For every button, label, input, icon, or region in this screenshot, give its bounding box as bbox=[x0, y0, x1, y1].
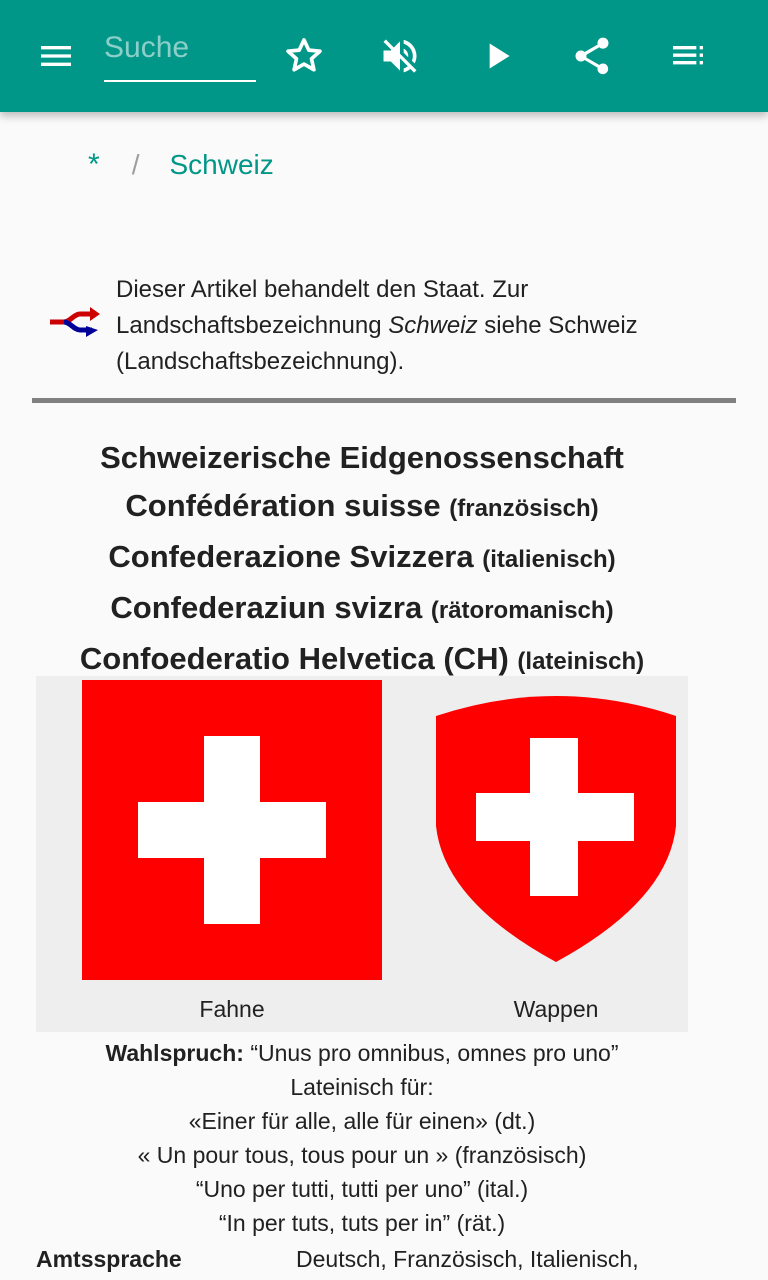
coat-caption: Wappen bbox=[513, 996, 599, 1022]
hatnote-text: Dieser Artikel behandelt den Staat. Zur Landschaftsbezeichnung Schweiz siehe Schweiz (Landschaftsbezeichnung). bbox=[116, 276, 638, 375]
search-input[interactable] bbox=[104, 26, 256, 70]
motto-line: Wahlspruch: “Unus pro omnibus, omnes pro uno” bbox=[105, 1040, 619, 1066]
section-divider bbox=[32, 398, 736, 403]
breadcrumb bbox=[88, 148, 274, 182]
motto-line: « Un pour tous, tous pour un » (französisch) bbox=[137, 1142, 587, 1168]
play-icon[interactable] bbox=[470, 28, 526, 84]
menu-icon[interactable] bbox=[28, 28, 84, 84]
disambiguation-icon bbox=[46, 300, 100, 344]
motto-line: “Uno per tutti, tutti per uno” (ital.) bbox=[195, 1176, 529, 1202]
official-name: Schweizerische Eidgenossenschaft bbox=[100, 440, 624, 475]
share-icon[interactable] bbox=[564, 28, 620, 84]
infobox-value: Deutsch, Französisch, Italienisch, bbox=[296, 1246, 639, 1272]
official-name: Confederaziun svizra (rätoromanisch) bbox=[110, 590, 614, 625]
motto-line: “In per tuts, tuts per in” (rät.) bbox=[218, 1210, 506, 1236]
swiss-flag-image[interactable] bbox=[82, 680, 382, 980]
motto-line: «Einer für alle, alle für einen» (dt.) bbox=[188, 1108, 536, 1134]
official-names bbox=[36, 434, 688, 686]
infobox-label: Amtssprache bbox=[36, 1246, 182, 1272]
star-outline-icon[interactable] bbox=[276, 28, 332, 84]
search-field[interactable] bbox=[104, 26, 256, 82]
emblems-panel bbox=[36, 676, 688, 1032]
motto-block bbox=[36, 1036, 688, 1240]
toc-icon[interactable] bbox=[660, 28, 716, 84]
official-name: Confédération suisse (französisch) bbox=[125, 488, 599, 523]
coat-of-arms-image[interactable] bbox=[436, 696, 676, 962]
breadcrumb-separator: / bbox=[131, 149, 140, 180]
motto-line: Lateinisch für: bbox=[290, 1074, 434, 1100]
app-toolbar bbox=[0, 0, 768, 112]
volume-off-icon[interactable] bbox=[372, 28, 428, 84]
breadcrumb-root-link[interactable]: * bbox=[88, 148, 100, 181]
official-name: Confederazione Svizzera (italienisch) bbox=[108, 539, 616, 574]
breadcrumb-current-link[interactable]: Schweiz bbox=[169, 149, 274, 180]
official-name: Confoederatio Helvetica (CH) (lateinisch) bbox=[79, 641, 645, 676]
flag-caption: Fahne bbox=[199, 996, 265, 1022]
